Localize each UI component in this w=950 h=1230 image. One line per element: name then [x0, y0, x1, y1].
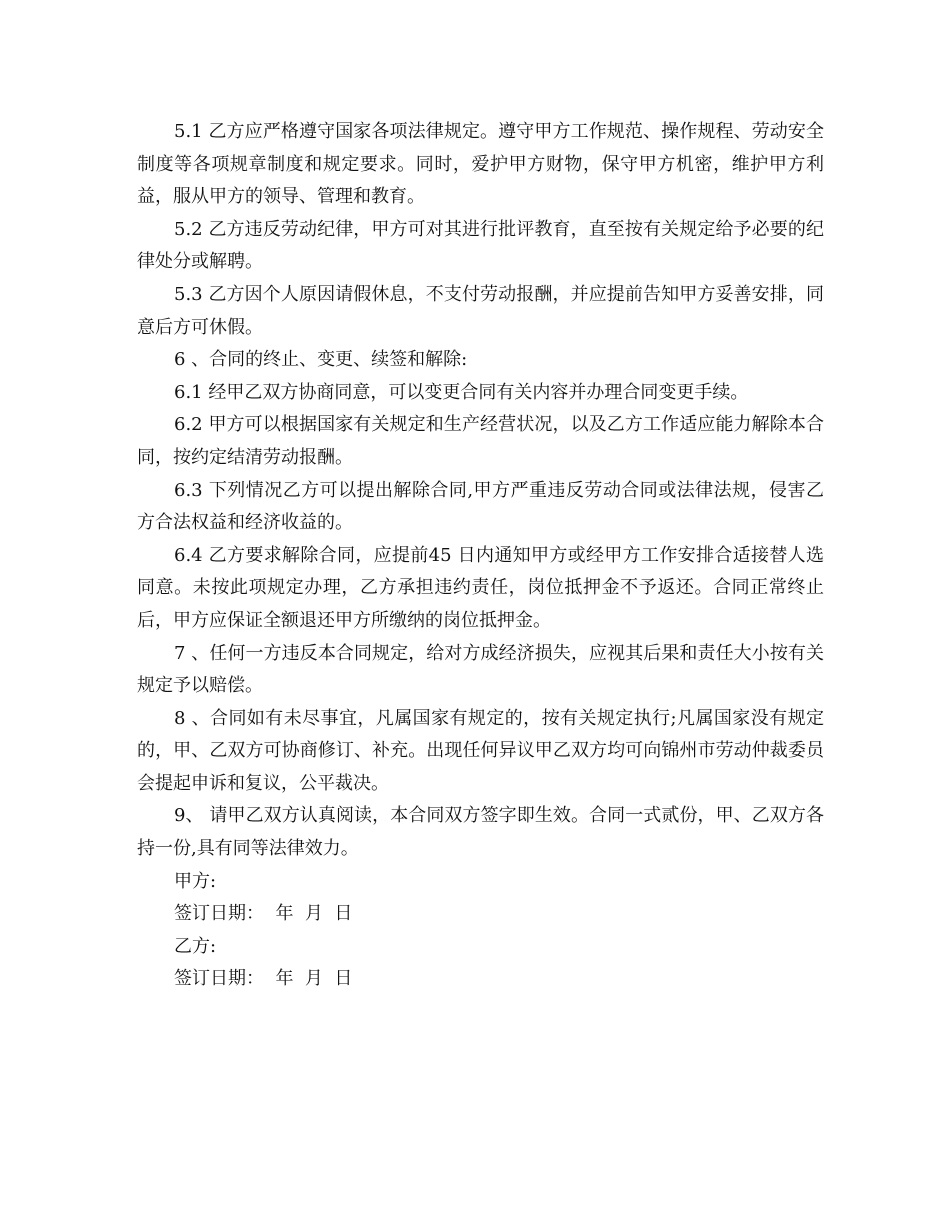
- party-b-sign-date: 签订日期： 年 月 日: [174, 968, 353, 990]
- clause-5-2: 5.2 乙方违反劳动纪律，甲方可对其进行批评教育，直至按有关规定给予必要的纪律处分或解聘。: [137, 218, 824, 273]
- clause-6-heading: 6 、合同的终止、变更、续签和解除:: [174, 349, 468, 371]
- party-a-sign-date: 签订日期： 年 月 日: [174, 903, 353, 925]
- clause-5-3: 5.3 乙方因个人原因请假休息，不支付劳动报酬，并应提前告知甲方妥善安排，同意后方可休假。: [137, 283, 824, 338]
- clause-6-4: 6.4 乙方要求解除合同，应提前45 日内通知甲方或经甲方工作安排合适接替人选同意。未按此项规定办理，乙方承担违约责任，岗位抵押金不予返还。合同正常终止后，甲方应保证全额退还甲方所缴纳的岗位抵押金。: [137, 544, 824, 631]
- party-a-label: 甲方:: [174, 870, 217, 892]
- contract-body: [137, 116, 824, 996]
- clause-6-3: 6.3 下列情况乙方可以提出解除合同,甲方严重违反劳动合同或法律法规，侵害乙方合法权益和经济收益的。: [137, 479, 824, 534]
- clause-7: 7 、任何一方违反本合同规定，给对方成经济损失，应视其后果和责任大小按有关规定予以赔偿。: [137, 642, 824, 697]
- clause-9: 9、 请甲乙双方认真阅读，本合同双方签字即生效。合同一式贰份，甲、乙双方各持一份,具有同等法律效力。: [137, 805, 824, 860]
- clause-8: 8 、合同如有未尽事宜，凡属国家有规定的，按有关规定执行;凡属国家没有规定的，甲、乙双方可协商修订、补充。出现任何异议甲乙双方均可向锦州市劳动仲裁委员会提起申诉和复议，公平裁决。: [137, 707, 824, 794]
- clause-6-1: 6.1 经甲乙双方协商同意，可以变更合同有关内容并办理合同变更手续。: [174, 381, 749, 403]
- clause-6-2: 6.2 甲方可以根据国家有关规定和生产经营状况，以及乙方工作适应能力解除本合同，按约定结清劳动报酬。: [137, 414, 824, 468]
- party-b-label: 乙方:: [174, 935, 217, 957]
- clause-5-1: 5.1 乙方应严格遵守国家各项法律规定。遵守甲方工作规范、操作规程、劳动安全制度等各项规章制度和规定要求。同时，爱护甲方财物，保守甲方机密，维护甲方利益，服从甲方的领导、管理和教育。: [137, 121, 824, 208]
